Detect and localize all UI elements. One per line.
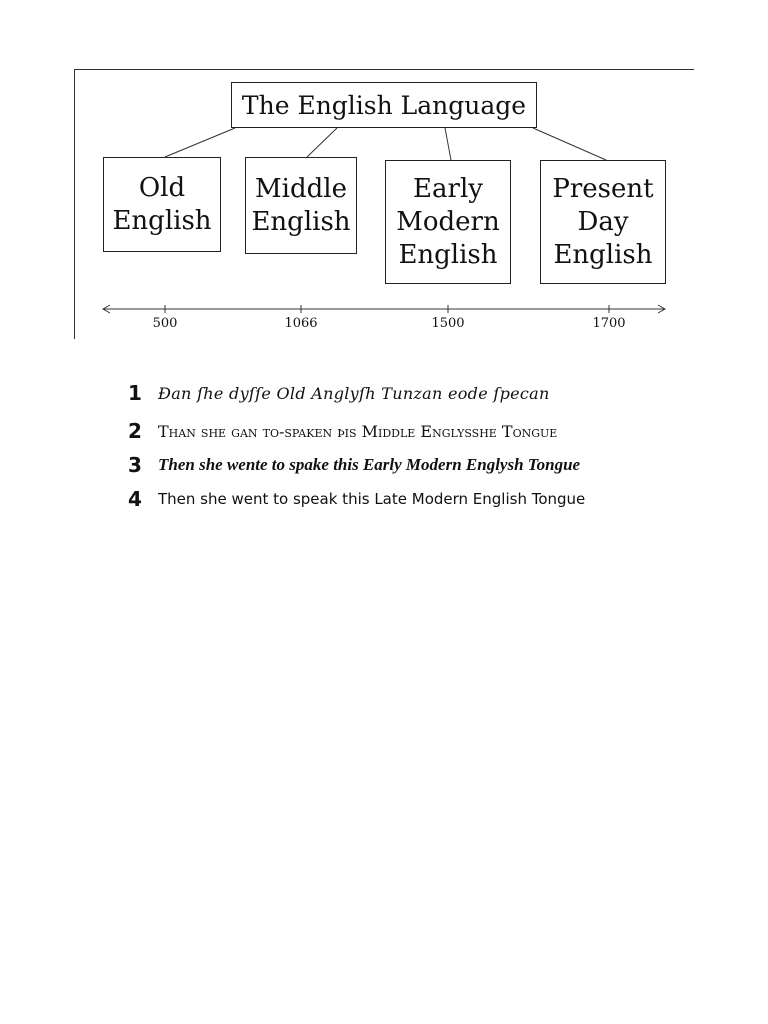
connector-old xyxy=(165,128,235,157)
tick-label-1700: 1700 xyxy=(592,316,626,331)
example-text-middle-english: Than she gan to-spaken þis Middle Englysshe Tongue xyxy=(158,421,558,441)
example-number: 4 xyxy=(128,487,142,511)
example-line xyxy=(128,450,688,480)
connector-early xyxy=(445,128,451,160)
connector-middle xyxy=(307,128,337,157)
language-diagram xyxy=(74,69,694,339)
era-middle-english: Middle English xyxy=(245,157,357,254)
tick-label-500: 500 xyxy=(152,316,178,331)
example-line xyxy=(128,378,688,408)
example-line xyxy=(128,484,688,514)
example-text-late-modern-english: Then she went to speak this Late Modern English Tongue xyxy=(158,490,586,508)
example-number: 2 xyxy=(128,419,142,443)
example-number: 3 xyxy=(128,453,142,477)
era-old-english: Old English xyxy=(103,157,221,252)
era-present-day-english: Present Day English xyxy=(540,160,666,284)
example-number: 1 xyxy=(128,381,142,405)
example-text-early-modern-english: Then she wente to spake this Early Modern Englysh Tongue xyxy=(158,455,581,474)
tick-label-1500: 1500 xyxy=(431,316,465,331)
example-text-old-english: Ðan ſhe dyſſe Old Anglyſh Tunzan eode ſpecan xyxy=(158,383,550,403)
era-early-modern-english: Early Modern English xyxy=(385,160,511,284)
connector-present xyxy=(533,128,606,160)
tick-label-1066: 1066 xyxy=(284,316,318,331)
diagram-title: The English Language xyxy=(231,82,537,128)
example-line xyxy=(128,416,688,446)
